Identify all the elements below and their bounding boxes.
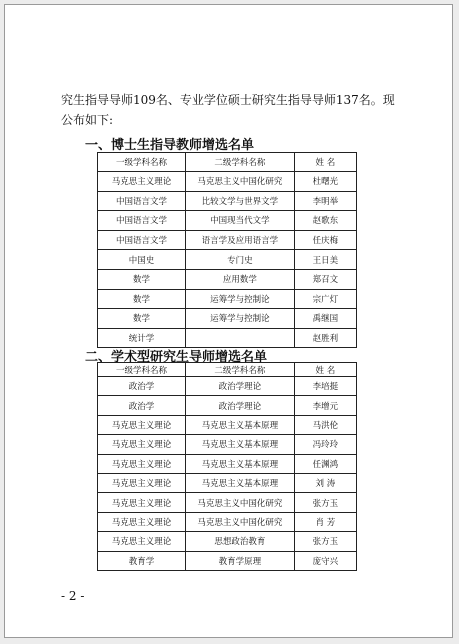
first-level-discipline-cell: 马克思主义理论 <box>98 415 186 434</box>
name-cell: 冯玲玲 <box>294 435 356 454</box>
name-cell: 王日美 <box>294 250 356 270</box>
first-level-discipline-cell: 中国史 <box>98 250 186 270</box>
table-row <box>98 415 357 434</box>
second-level-discipline-cell: 马克思主义基本原理 <box>186 415 295 434</box>
name-cell: 庞守兴 <box>294 551 356 570</box>
table-row <box>98 289 357 309</box>
name-cell: 马洪伦 <box>294 415 356 434</box>
name-cell: 张方玉 <box>294 532 356 551</box>
header-first-level-discipline: 一级学科名称 <box>98 363 186 377</box>
first-level-discipline-cell: 政治学 <box>98 396 186 415</box>
second-level-discipline-cell: 马克思主义基本原理 <box>186 435 295 454</box>
table-row <box>98 532 357 551</box>
second-level-discipline-cell: 马克思主义基本原理 <box>186 473 295 492</box>
second-level-discipline-cell: 思想政治教育 <box>186 532 295 551</box>
second-level-discipline-cell: 政治学理论 <box>186 377 295 396</box>
second-level-discipline-cell: 马克思主义中国化研究 <box>186 512 295 531</box>
first-level-discipline-cell: 马克思主义理论 <box>98 454 186 473</box>
first-level-discipline-cell: 马克思主义理论 <box>98 172 186 192</box>
section-heading-academic: 二、学术型研究生导师增选名单 <box>85 350 268 365</box>
table-row <box>98 473 357 492</box>
table-row <box>98 191 357 211</box>
table-row <box>98 396 357 415</box>
first-level-discipline-cell: 马克思主义理论 <box>98 532 186 551</box>
first-level-discipline-cell: 数学 <box>98 309 186 329</box>
second-level-discipline-cell: 教育学原理 <box>186 551 295 570</box>
first-level-discipline-cell: 马克思主义理论 <box>98 473 186 492</box>
second-level-discipline-cell: 政治学理论 <box>186 396 295 415</box>
table-header-row <box>98 363 357 377</box>
table-row <box>98 377 357 396</box>
header-name: 姓 名 <box>294 153 356 172</box>
intro-line-1: 究生指导导师109名、专业学位硕士研究生指导导师137名。现 <box>61 93 395 107</box>
name-cell: 张方玉 <box>294 493 356 512</box>
table-row <box>98 269 357 289</box>
second-level-discipline-cell: 专门史 <box>186 250 295 270</box>
name-cell: 李明举 <box>294 191 356 211</box>
name-cell: 赵胜利 <box>294 328 356 348</box>
first-level-discipline-cell: 马克思主义理论 <box>98 435 186 454</box>
table-row <box>98 172 357 192</box>
name-cell: 刘 涛 <box>294 473 356 492</box>
name-cell: 赵歌东 <box>294 211 356 231</box>
first-level-discipline-cell: 政治学 <box>98 377 186 396</box>
second-level-discipline-cell: 应用数学 <box>186 269 295 289</box>
first-level-discipline-cell: 马克思主义理论 <box>98 493 186 512</box>
table-row <box>98 454 357 473</box>
first-level-discipline-cell: 教育学 <box>98 551 186 570</box>
table-row <box>98 309 357 329</box>
table-header-row <box>98 153 357 172</box>
first-level-discipline-cell: 统计学 <box>98 328 186 348</box>
second-level-discipline-cell: 比较文学与世界文学 <box>186 191 295 211</box>
second-level-discipline-cell: 中国现当代文学 <box>186 211 295 231</box>
table-row <box>98 512 357 531</box>
intro-line-2: 公布如下: <box>61 113 114 127</box>
first-level-discipline-cell: 数学 <box>98 289 186 309</box>
second-level-discipline-cell: 语言学及应用语言学 <box>186 230 295 250</box>
header-first-level-discipline: 一级学科名称 <box>98 153 186 172</box>
table-row <box>98 250 357 270</box>
name-cell: 禹继国 <box>294 309 356 329</box>
header-second-level-discipline: 二级学科名称 <box>186 153 295 172</box>
second-level-discipline-cell: 马克思主义中国化研究 <box>186 493 295 512</box>
name-cell: 杜曙光 <box>294 172 356 192</box>
document-page <box>4 4 453 638</box>
first-level-discipline-cell: 马克思主义理论 <box>98 512 186 531</box>
table-row <box>98 230 357 250</box>
academic-supervisor-table <box>97 362 357 571</box>
name-cell: 任庆梅 <box>294 230 356 250</box>
second-level-discipline-cell: 马克思主义基本原理 <box>186 454 295 473</box>
doctoral-supervisor-table <box>97 152 357 348</box>
name-cell: 李增元 <box>294 396 356 415</box>
name-cell: 李培挺 <box>294 377 356 396</box>
table-row <box>98 211 357 231</box>
first-level-discipline-cell: 中国语言文学 <box>98 191 186 211</box>
table-row <box>98 493 357 512</box>
first-level-discipline-cell: 中国语言文学 <box>98 230 186 250</box>
name-cell: 任渊鸿 <box>294 454 356 473</box>
second-level-discipline-cell: 运筹学与控制论 <box>186 289 295 309</box>
name-cell: 肖 芳 <box>294 512 356 531</box>
page-number: - 2 - <box>61 589 85 603</box>
second-level-discipline-cell <box>186 328 295 348</box>
second-level-discipline-cell: 马克思主义中国化研究 <box>186 172 295 192</box>
header-name: 姓 名 <box>294 363 356 377</box>
section-heading-doctoral: 一、博士生指导教师增选名单 <box>85 138 255 153</box>
table-row <box>98 551 357 570</box>
first-level-discipline-cell: 中国语言文学 <box>98 211 186 231</box>
header-second-level-discipline: 二级学科名称 <box>186 363 295 377</box>
table-row <box>98 328 357 348</box>
name-cell: 郑召文 <box>294 269 356 289</box>
table-row <box>98 435 357 454</box>
first-level-discipline-cell: 数学 <box>98 269 186 289</box>
second-level-discipline-cell: 运筹学与控制论 <box>186 309 295 329</box>
name-cell: 宗广灯 <box>294 289 356 309</box>
